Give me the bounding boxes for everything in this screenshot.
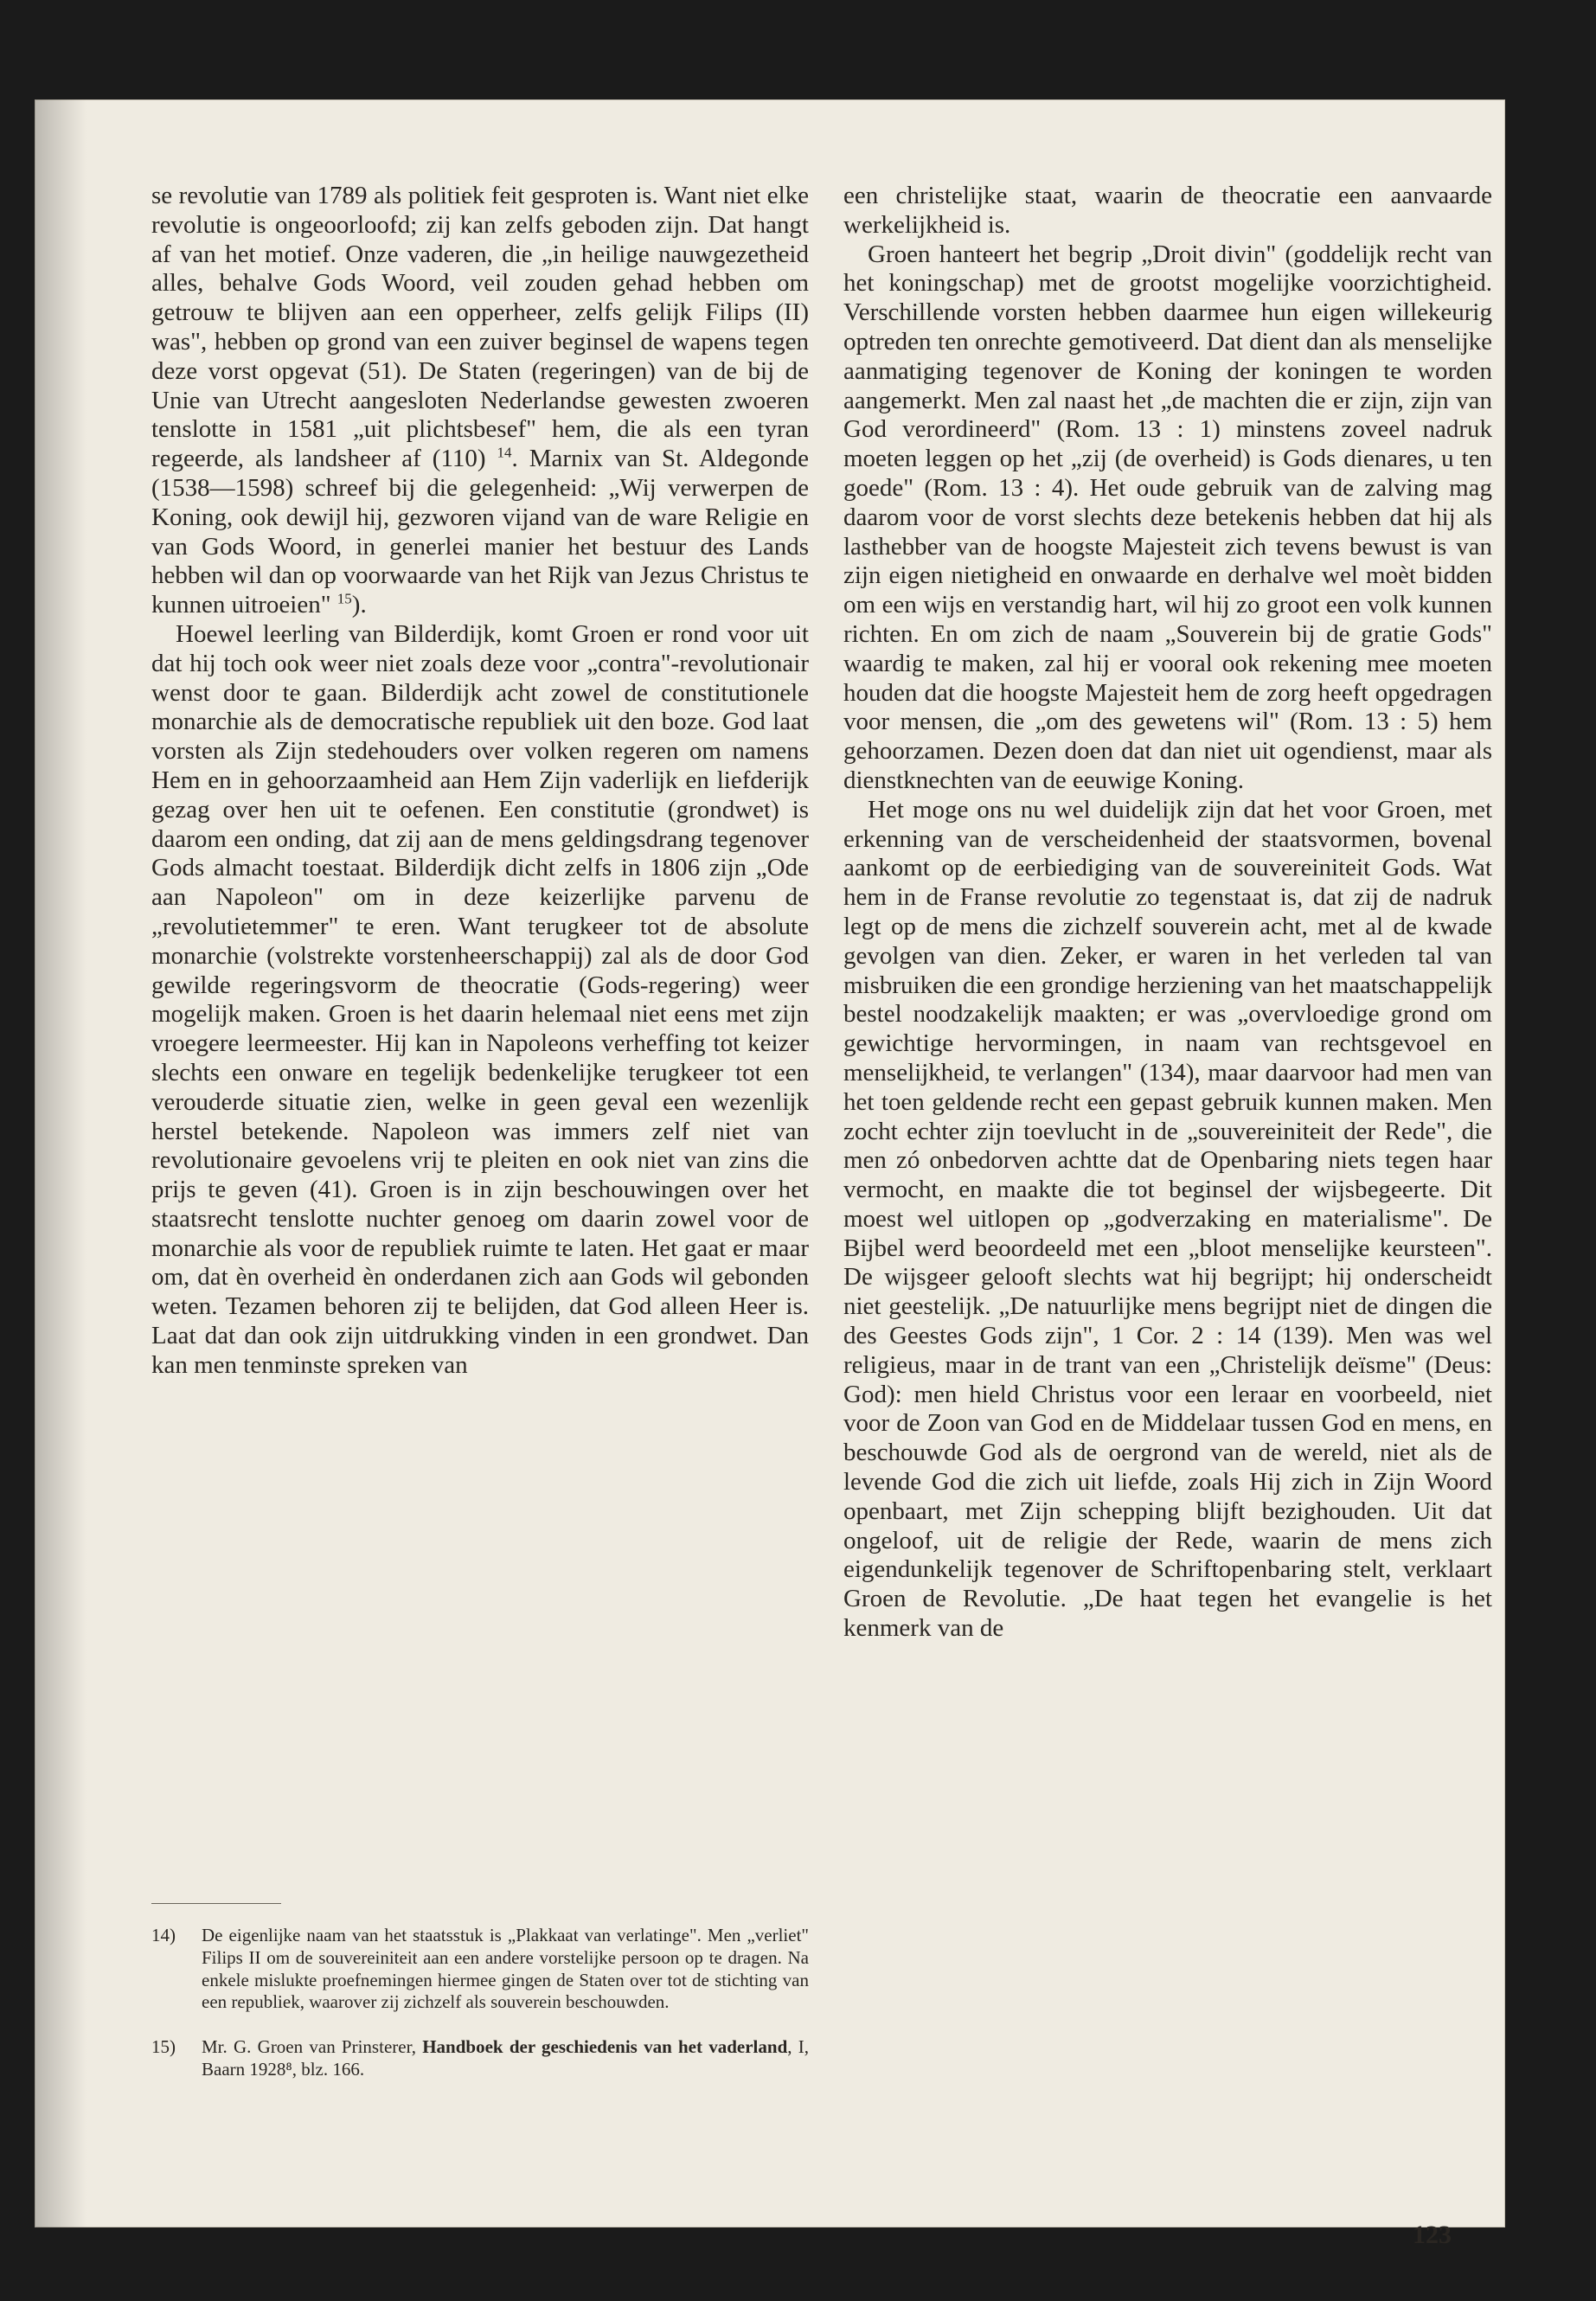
footnote-author: Mr. G. Groen van Prinsterer, xyxy=(202,2036,423,2058)
footnote-ref-14: 14 xyxy=(497,444,512,461)
page-number: 123 xyxy=(1413,2221,1452,2249)
right-paragraph-1: een christelijke staat, waarin de theocratie een aanvaarde werkelijkheid is. xyxy=(843,182,1492,239)
footnote-text xyxy=(202,2036,809,2081)
footnotes xyxy=(151,1925,809,2104)
left-paragraph-1-text-c: ). xyxy=(351,591,367,619)
book-page xyxy=(35,99,1505,2249)
left-paragraph-2: Hoewel leerling van Bilderdijk, komt Groen er rond voor uit dat hij toch ook weer niet zoals deze voor „contra"-revolutionair wenst door te gaan. Bilderdijk acht zowel de constitutionele monarchie als de democratische republiek uit den boze. God laat vorsten als Zijn stedehouders over volken regeren om namens Hem en in gehoorzaamheid aan Hem Zijn vaderlijk en liefderijk gezag over hen uit te oefenen. Een constitutie (grondwet) is daarom een onding, dat zij aan de mens geldingsdrang tegenover Gods almacht toestaat. Bilderdijk dicht zelfs in 1806 zijn „Ode aan Napoleon" om in deze keizerlijke parvenu de „revolutietemmer" te eren. Want terugkeer tot de absolute monarchie (volstrekte vorstenheerschappij) zal als de door God gewilde regeringsvorm de theocratie (Gods-regering) weer mogelijk maken. Groen is het daarin helemaal niet eens met zijn vroegere leermeester. Hij kan in Napoleons verheffing tot keizer slechts een onware en tegelijk bedenkelijke terugkeer tot een verouderde situatie zien, welke in geen geval een wezenlijk herstel betekende. Napoleon was immers zelf niet van revolutionaire gevoelens vrij te pleiten en ook niet van zins die prijs te geven (41). Groen is in zijn beschouwingen over het staatsrecht tenslotte nuchter genoeg om daarin zowel voor de monarchie als voor de republiek ruimte te laten. Het gaat er maar om, dat èn overheid èn onderdanen zich aan Gods wil gebonden weten. Tezamen behoren zij te belijden, dat God alleen Heer is. Laat dat dan ook zijn uitdrukking vinden in een grondwet. Dan kan men tenminste spreken van xyxy=(151,619,809,1379)
binding-shadow xyxy=(35,99,87,2227)
footnote-divider xyxy=(151,1903,281,1904)
left-paragraph-1-text: se revolutie van 1789 als politiek feit gesproten is. Want niet elke revolutie is ongeoorloofd; zij kan zelfs geboden zijn. Dat hangt af van het motief. Onze vaderen, die „in heilige nauwgezetheid alles, behalve Gods Woord, veil zouden gehad hebben om getrouw te blijven aan een opperheer, zelfs gelijk Filips (II) was", hebben op grond van een zuiver beginsel de wapens tegen deze vorst opgevat (51). De Staten (regeringen) van de bij de Unie van Utrecht aangesloten Nederlandse gewesten zwoeren tenslotte in 1581 „uit plichtsbesef" hem, die als een tyran regeerde, als landsheer af (110) xyxy=(151,182,809,473)
right-paragraph-3: Het moge ons nu wel duidelijk zijn dat het voor Groen, met erkenning van de verscheidenheid der staatsvormen, bovenal aankomt op de eerbiediging van de souvereiniteit Gods. Wat hem in de Franse revolutie zo tegenstaat is, dat zij de nadruk legt op de mens die zichzelf souverein acht, met al de kwade gevolgen van dien. Zeker, er waren in het verleden tal van misbruiken die een grondige herziening van het maatschappelijk bestel noodzakelijk maakten; er was „overvloedige grond om gewichtige hervormingen, in naam van rechtsgevoel en menselijkheid, te verlangen" (134), maar daarvoor had men van het toen geldende recht een gepast gebruik kunnen maken. Men zocht echter zijn toevlucht in de „souvereiniteit der Rede", die men zó onbedorven achtte dat de Openbaring niets tegen haar vermocht, en maakte die tot beginsel der wijsbegeerte. Dit moest wel uitlopen op „godverzaking en materialisme". De Bijbel werd beoordeeld met een „bloot menselijke keursteen". De wijsgeer gelooft slechts wat hij begrijpt; hij onderscheidt niet geestelijk. „De natuurlijke mens begrijpt niet de dingen die des Geestes Gods zijn", 1 Cor. 2 : 14 (139). Men was wel religieus, maar in de trant van een „Christelijk deïsme" (Deus: God): men hield Christus voor een leraar en voorbeeld, niet voor de Zoon van God en de Middelaar tussen God en mens, en beschouwde God als de oergrond van de wereld, niet als de levende God die zich uit liefde, zoals Hij zich in Zijn Woord openbaart, met Zijn schepping blijft bezighouden. Uit dat ongeloof, uit de religie der Rede, waarin de mens zich eigendunkelijk tegenover de Schriftopenbaring stelt, verklaart Groen de Revolutie. „De haat tegen het evangelie is het kenmerk van de xyxy=(843,795,1492,1643)
footnote-15 xyxy=(151,2036,809,2081)
footnote-publication: , I, Baarn 1928⁸, blz. 166. xyxy=(202,2036,809,2080)
left-column xyxy=(151,182,809,1381)
footnote-number: 14) xyxy=(151,1925,176,1945)
footnote-ref-15: 15 xyxy=(337,590,352,607)
right-column xyxy=(843,182,1492,1644)
footnote-14 xyxy=(151,1925,809,2014)
right-paragraph-2: Groen hanteert het begrip „Droit divin" (goddelijk recht van het koningschap) met de grootst mogelijke voorzichtigheid. Verschillende vorsten hebben daarmee hun eigen willekeurig optreden ten onrechte gemotiveerd. Dat dient dan als menselijke aanmatiging tegenover de Koning der koningen te worden aangemerkt. Men zal naast het „de machten die er zijn, zijn van God verordineerd" (Rom. 13 : 1) minstens zoveel nadruk moeten leggen op het „zij (de overheid) is Gods dienares, u ten goede" (Rom. 13 : 4). Het oude gebruik van de zalving mag daarom voor de vorst slechts deze betekenis hebben dat hij als lasthebber van de hoogste Majesteit zich tevens bewust is van zijn eigen nietigheid en onwaarde en derhalve wel moèt bidden om een wijs en verstandig hart, wil hij zo groot een volk kunnen richten. En om zich de naam „Souverein bij de gratie Gods" waardig te maken, zal hij er vooral ook rekening mee moeten houden dat die hoogste Majesteit hem de zorg heeft opgedragen voor mensen, die „om des gewetens wil" (Rom. 13 : 5) hem gehoorzamen. Dezen doen dat dan niet uit ogendienst, maar als dienstknechten van de eeuwige Koning. xyxy=(843,240,1492,794)
footnote-text: De eigenlijke naam van het staatsstuk is „Plakkaat van verlatinge". Men „verliet" Filips II om de souvereiniteit aan een andere vorstelijke persoon op te dragen. Na enkele mislukte proefnemingen hiermee gingen de Staten over tot de stichting van een republiek, waarover zij zichzelf als souverein beschouwden. xyxy=(202,1925,809,2013)
footnote-book-title: Handboek der geschiedenis van het vaderland xyxy=(422,2036,788,2058)
footnote-number: 15) xyxy=(151,2036,176,2058)
left-paragraph-1 xyxy=(151,182,809,620)
left-paragraph-1-text-b: . Marnix van St. Aldegonde (1538—1598) schreef bij die gelegenheid: „Wij verwerpen de Koning, ook dewijl hij, gezworen vijand van de ware Religie en van Gods Woord, in generlei manier het bestuur des Lands hebben wil dan op voorwaarde van het Rijk van Jezus Christus te kunnen uitroeien" xyxy=(151,445,809,619)
